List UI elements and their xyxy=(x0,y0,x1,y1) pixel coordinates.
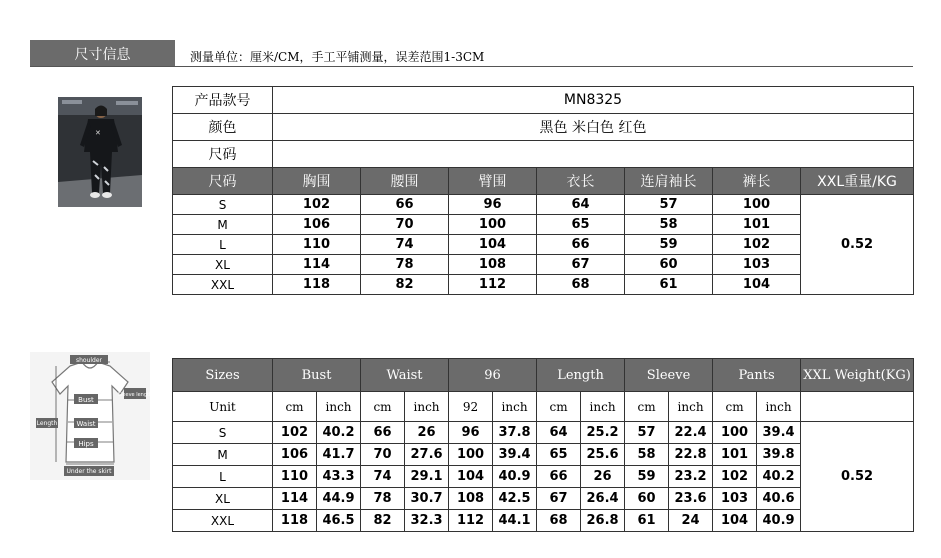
product-photo xyxy=(58,97,142,207)
size-cell: XXL xyxy=(173,510,273,532)
table-cell: 58 xyxy=(625,444,669,466)
table-cell: 102 xyxy=(273,422,317,444)
table-cell: 106 xyxy=(273,215,361,235)
table-cell: 82 xyxy=(361,275,449,295)
table-cell: 101 xyxy=(713,215,801,235)
column-header: 尺码 xyxy=(173,168,273,195)
table-cell: 46.5 xyxy=(317,510,361,532)
table-cell: 100 xyxy=(449,215,537,235)
table-cell: 29.1 xyxy=(405,466,449,488)
table-cell: 32.3 xyxy=(405,510,449,532)
table-cell: 66 xyxy=(537,235,625,255)
table-cell: 44.1 xyxy=(493,510,537,532)
table-cell: 67 xyxy=(537,255,625,275)
unit-cell xyxy=(801,392,914,422)
table-cell: 110 xyxy=(273,466,317,488)
size-cell: XL xyxy=(173,488,273,510)
table-cell: 100 xyxy=(713,195,801,215)
table-cell: 30.7 xyxy=(405,488,449,510)
unit-cell: cm xyxy=(625,392,669,422)
table-cell: 41.7 xyxy=(317,444,361,466)
column-header: 臂围 xyxy=(449,168,537,195)
size-info-tab: 尺寸信息 xyxy=(30,40,175,67)
column-header: 96 xyxy=(449,359,537,392)
table-cell: 82 xyxy=(361,510,405,532)
table-cell: 102 xyxy=(713,466,757,488)
table-cell: 70 xyxy=(361,444,405,466)
table-cell: 106 xyxy=(273,444,317,466)
table-cell: 25.6 xyxy=(581,444,625,466)
table-cell: 104 xyxy=(449,235,537,255)
table-cell: 40.2 xyxy=(317,422,361,444)
column-header: XXL重量/KG xyxy=(801,168,914,195)
table-cell: 23.2 xyxy=(669,466,713,488)
table-cell: 40.6 xyxy=(757,488,801,510)
table-cell: 24 xyxy=(669,510,713,532)
table-cell: 22.4 xyxy=(669,422,713,444)
english-size-table xyxy=(172,358,914,532)
weight-cell: 0.52 xyxy=(801,195,914,295)
unit-cell: 92 xyxy=(449,392,493,422)
unit-cell: inch xyxy=(317,392,361,422)
table-cell: 100 xyxy=(449,444,493,466)
column-header: 裤长 xyxy=(713,168,801,195)
table-header-row xyxy=(173,359,914,392)
unit-cell: inch xyxy=(581,392,625,422)
table-row xyxy=(173,422,914,444)
unit-cell: inch xyxy=(757,392,801,422)
table-cell: 68 xyxy=(537,510,581,532)
size-cell: M xyxy=(173,215,273,235)
size-cell: S xyxy=(173,195,273,215)
column-header: Sizes xyxy=(173,359,273,392)
column-header: 衣长 xyxy=(537,168,625,195)
measurement-diagram xyxy=(30,352,150,480)
table-cell: 102 xyxy=(273,195,361,215)
table-cell: 96 xyxy=(449,422,493,444)
table-cell: 39.4 xyxy=(757,422,801,444)
measurement-note: 测量单位：厘米/CM，手工平铺测量，误差范围1-3CM xyxy=(190,50,485,64)
under-skirt-label: Under the skirt xyxy=(66,468,112,475)
table-cell: 40.2 xyxy=(757,466,801,488)
size-cell: L xyxy=(173,466,273,488)
column-header: Bust xyxy=(273,359,361,392)
table-cell: 59 xyxy=(625,235,713,255)
svg-text:✕: ✕ xyxy=(95,129,101,137)
length-label: Length xyxy=(36,420,58,427)
unit-cell: cm xyxy=(537,392,581,422)
shoulder-label: shoulder xyxy=(75,357,103,364)
table-cell: 57 xyxy=(625,422,669,444)
table-cell: 26 xyxy=(581,466,625,488)
table-cell: 60 xyxy=(625,488,669,510)
sleeve-length-label: Sleeve length xyxy=(117,392,150,398)
table-cell: 74 xyxy=(361,466,405,488)
table-cell: 67 xyxy=(537,488,581,510)
size-cell: XL xyxy=(173,255,273,275)
product-code-value: MN8325 xyxy=(273,87,914,114)
table-cell: 108 xyxy=(449,255,537,275)
hips-label: Hips xyxy=(78,440,94,448)
table-cell: 57 xyxy=(625,195,713,215)
table-cell: 112 xyxy=(449,275,537,295)
size-cell: L xyxy=(173,235,273,255)
table-cell: 103 xyxy=(713,255,801,275)
table-cell: 66 xyxy=(361,195,449,215)
table-cell: 39.4 xyxy=(493,444,537,466)
table-cell: 100 xyxy=(713,422,757,444)
table-cell: 101 xyxy=(713,444,757,466)
table-cell: 64 xyxy=(537,195,625,215)
table-cell: 78 xyxy=(361,255,449,275)
table-cell: 114 xyxy=(273,488,317,510)
unit-cell: cm xyxy=(273,392,317,422)
table-cell: 66 xyxy=(537,466,581,488)
table-cell: 96 xyxy=(449,195,537,215)
table-cell: 43.3 xyxy=(317,466,361,488)
unit-cell: inch xyxy=(493,392,537,422)
table-cell: 22.8 xyxy=(669,444,713,466)
column-header: XXL Weight(KG) xyxy=(801,359,914,392)
table-cell: 61 xyxy=(625,275,713,295)
table-cell: 102 xyxy=(713,235,801,255)
table-cell: 104 xyxy=(713,510,757,532)
unit-cell: inch xyxy=(405,392,449,422)
table-cell: 37.8 xyxy=(493,422,537,444)
table-cell: 39.8 xyxy=(757,444,801,466)
table-cell: 118 xyxy=(273,510,317,532)
header-divider xyxy=(30,66,913,67)
column-header: 连肩袖长 xyxy=(625,168,713,195)
table-cell: 58 xyxy=(625,215,713,235)
table-cell: 70 xyxy=(361,215,449,235)
unit-label: Unit xyxy=(173,392,273,422)
table-cell: 60 xyxy=(625,255,713,275)
unit-cell: cm xyxy=(361,392,405,422)
table-header-row xyxy=(173,168,914,195)
unit-cell: inch xyxy=(669,392,713,422)
column-header: Pants xyxy=(713,359,801,392)
size-label: 尺码 xyxy=(173,141,273,168)
table-cell: 108 xyxy=(449,488,493,510)
color-label: 颜色 xyxy=(173,114,273,141)
table-cell: 61 xyxy=(625,510,669,532)
bust-label: Bust xyxy=(78,396,94,404)
table-cell: 78 xyxy=(361,488,405,510)
table-cell: 65 xyxy=(537,444,581,466)
table-cell: 40.9 xyxy=(493,466,537,488)
table-cell: 110 xyxy=(273,235,361,255)
column-header: Length xyxy=(537,359,625,392)
column-header: 胸围 xyxy=(273,168,361,195)
size-value xyxy=(273,141,914,168)
column-header: Waist xyxy=(361,359,449,392)
table-cell: 66 xyxy=(361,422,405,444)
table-cell: 65 xyxy=(537,215,625,235)
table-cell: 26 xyxy=(405,422,449,444)
table-cell: 118 xyxy=(273,275,361,295)
column-header: 腰围 xyxy=(361,168,449,195)
table-cell: 40.9 xyxy=(757,510,801,532)
color-value: 黑色 米白色 红色 xyxy=(273,114,914,141)
table-cell: 104 xyxy=(449,466,493,488)
table-cell: 42.5 xyxy=(493,488,537,510)
table-row xyxy=(173,195,914,215)
chinese-size-table xyxy=(172,86,914,295)
table-cell: 103 xyxy=(713,488,757,510)
unit-cell: cm xyxy=(713,392,757,422)
table-cell: 114 xyxy=(273,255,361,275)
size-cell: M xyxy=(173,444,273,466)
table-cell: 59 xyxy=(625,466,669,488)
size-cell: S xyxy=(173,422,273,444)
product-code-label: 产品款号 xyxy=(173,87,273,114)
unit-row xyxy=(173,392,914,422)
table-cell: 27.6 xyxy=(405,444,449,466)
column-header: Sleeve xyxy=(625,359,713,392)
table-cell: 23.6 xyxy=(669,488,713,510)
table-cell: 25.2 xyxy=(581,422,625,444)
table-cell: 104 xyxy=(713,275,801,295)
table-cell: 74 xyxy=(361,235,449,255)
table-cell: 112 xyxy=(449,510,493,532)
weight-cell: 0.52 xyxy=(801,422,914,532)
table-cell: 64 xyxy=(537,422,581,444)
size-cell: XXL xyxy=(173,275,273,295)
table-cell: 44.9 xyxy=(317,488,361,510)
table-cell: 26.8 xyxy=(581,510,625,532)
waist-label: Waist xyxy=(76,420,96,428)
table-cell: 68 xyxy=(537,275,625,295)
table-cell: 26.4 xyxy=(581,488,625,510)
